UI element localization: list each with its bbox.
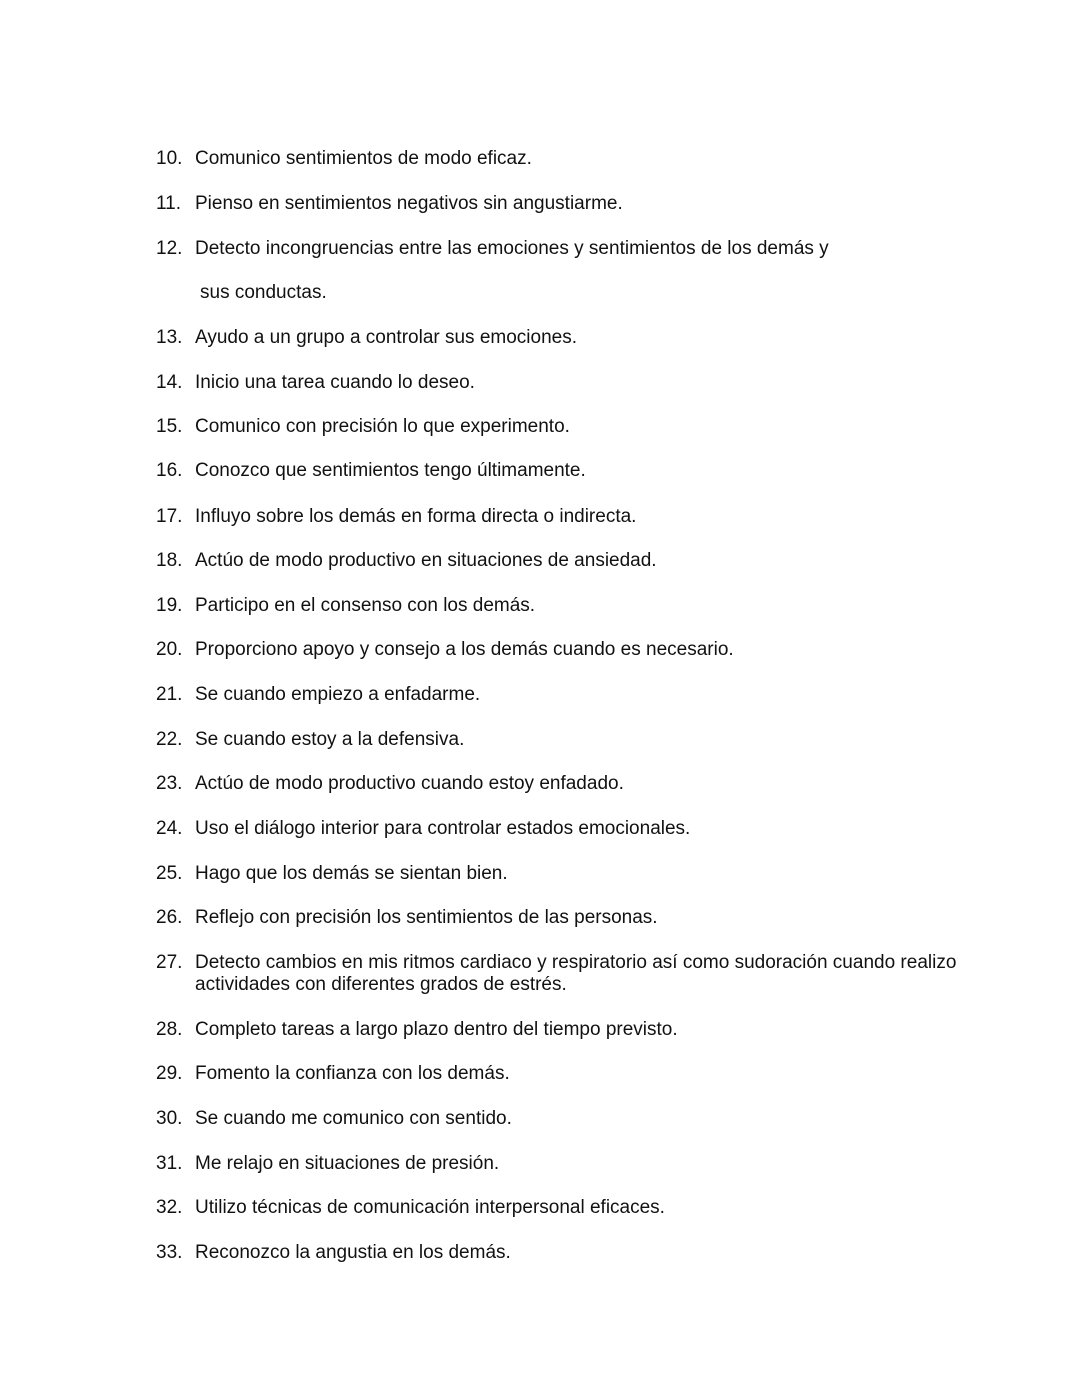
item-number: 25.	[156, 863, 183, 884]
item-number: 33.	[156, 1242, 183, 1263]
item-number: 28.	[156, 1019, 183, 1040]
item-number: 16.	[156, 460, 183, 481]
item-number: 18.	[156, 550, 183, 571]
item-number: 26.	[156, 907, 183, 928]
item-text: Se cuando me comunico con sentido.	[195, 1108, 512, 1129]
item-text: Inicio una tarea cuando lo deseo.	[195, 372, 475, 393]
item-number: 13.	[156, 327, 183, 348]
item-text: Participo en el consenso con los demás.	[195, 595, 536, 616]
item-number: 27.	[156, 952, 183, 973]
item-text: Uso el diálogo interior para controlar estados emocionales.	[195, 818, 691, 839]
item-text: Fomento la confianza con los demás.	[195, 1063, 510, 1084]
item-text: Pienso en sentimientos negativos sin angustiarme.	[195, 193, 623, 214]
item-number: 10.	[156, 148, 183, 169]
item-number: 21.	[156, 684, 183, 705]
item-text: Reconozco la angustia en los demás.	[195, 1242, 511, 1263]
item-text: Actúo de modo productivo en situaciones de ansiedad.	[195, 550, 657, 571]
item-number: 29.	[156, 1063, 183, 1084]
item-number: 24.	[156, 818, 183, 839]
item-text: Detecto cambios en mis ritmos cardiaco y respiratorio así como sudoración cuando realizo	[195, 952, 957, 973]
item-number: 14.	[156, 372, 183, 393]
item-text-continuation: sus conductas.	[200, 282, 327, 303]
item-text: Me relajo en situaciones de presión.	[195, 1153, 500, 1174]
item-number: 11.	[156, 193, 182, 214]
item-text: Comunico sentimientos de modo eficaz.	[195, 148, 532, 169]
item-text: Actúo de modo productivo cuando estoy enfadado.	[195, 773, 624, 794]
item-text: Completo tareas a largo plazo dentro del tiempo previsto.	[195, 1019, 678, 1040]
item-text: Utilizo técnicas de comunicación interpersonal eficaces.	[195, 1197, 665, 1218]
item-number: 15.	[156, 416, 183, 437]
item-text: Hago que los demás se sientan bien.	[195, 863, 508, 884]
item-number: 17.	[156, 506, 183, 527]
item-text: Se cuando empiezo a enfadarme.	[195, 684, 481, 705]
item-text: Ayudo a un grupo a controlar sus emociones.	[195, 327, 577, 348]
item-number: 30.	[156, 1108, 183, 1129]
item-text: Comunico con precisión lo que experimento.	[195, 416, 570, 437]
item-number: 22.	[156, 729, 183, 750]
item-number: 32.	[156, 1197, 183, 1218]
item-number: 20.	[156, 639, 183, 660]
item-number: 19.	[156, 595, 183, 616]
item-text: Influyo sobre los demás en forma directa o indirecta.	[195, 506, 637, 527]
item-number: 12.	[156, 238, 183, 259]
item-text: Reflejo con precisión los sentimientos de las personas.	[195, 907, 658, 928]
item-number: 23.	[156, 773, 183, 794]
item-text-continuation: actividades con diferentes grados de estrés.	[195, 974, 567, 995]
item-text: Detecto incongruencias entre las emociones y sentimientos de los demás y	[195, 238, 829, 259]
item-text: Proporciono apoyo y consejo a los demás cuando es necesario.	[195, 639, 734, 660]
item-text: Se cuando estoy a la defensiva.	[195, 729, 465, 750]
item-number: 31.	[156, 1153, 183, 1174]
item-text: Conozco que sentimientos tengo últimamente.	[195, 460, 586, 481]
